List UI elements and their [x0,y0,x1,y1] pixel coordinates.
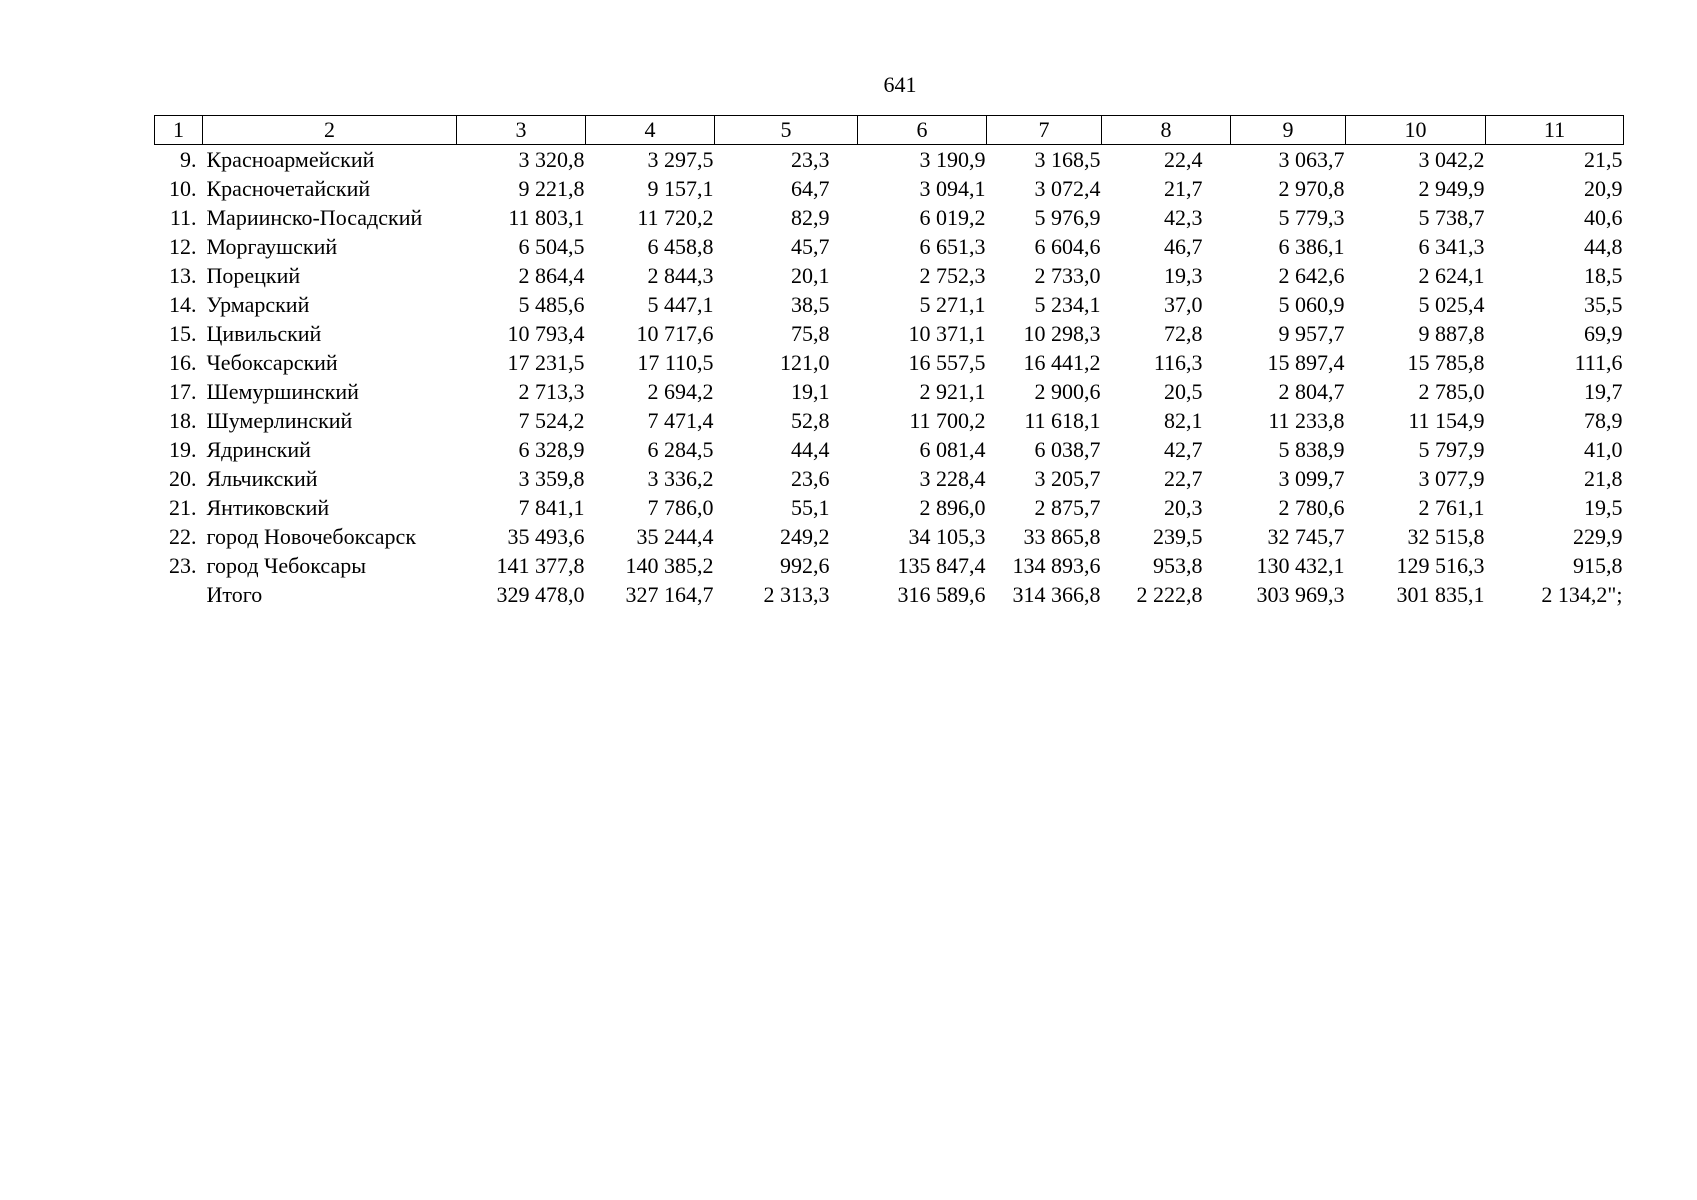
value-cell: 5 447,1 [647,291,714,317]
table-row [155,203,1624,232]
value-cell: 78,9 [1584,407,1623,433]
value-cell: 3 094,1 [919,175,986,201]
value-cell: 2 780,6 [1278,494,1345,520]
value-cell: 2 970,8 [1278,175,1345,201]
value-cell: 22,7 [1164,465,1203,491]
value-cell: 3 320,8 [518,146,585,172]
value-cell: 82,9 [791,204,830,230]
column-header: 8 [1102,116,1231,145]
value-cell: 7 786,0 [647,494,714,520]
value-cell: 42,3 [1164,204,1203,230]
value-cell: 16 557,5 [908,349,986,375]
value-cell: 6 504,5 [518,233,585,259]
value-cell: 10 717,6 [636,320,714,346]
table-row [155,406,1624,435]
value-cell: 35 493,6 [507,523,585,549]
row-number: 17. [169,378,197,404]
value-cell: 2 134,2"; [1541,581,1623,607]
value-cell: 52,8 [791,407,830,433]
value-cell: 11 803,1 [508,204,585,230]
value-cell: 46,7 [1164,233,1203,259]
value-cell: 2 804,7 [1278,378,1345,404]
value-cell: 44,4 [791,436,830,462]
value-cell: 3 190,9 [919,146,986,172]
value-cell: 17 110,5 [637,349,714,375]
value-cell: 3 336,2 [647,465,714,491]
row-number: 21. [169,494,197,520]
value-cell: 301 835,1 [1396,581,1485,607]
value-cell: 23,6 [791,465,830,491]
value-cell: 3 077,9 [1418,465,1485,491]
value-cell: 2 752,3 [919,262,986,288]
value-cell: 19,1 [791,378,830,404]
value-cell: 3 359,8 [518,465,585,491]
table-row [155,319,1624,348]
row-number: 18. [169,407,197,433]
value-cell: 2 921,1 [919,378,986,404]
table-body [155,145,1624,610]
page-number: 641 [883,72,917,97]
value-cell: 20,1 [791,262,830,288]
row-number: 19. [169,436,197,462]
table-row [155,435,1624,464]
value-cell: 9 957,7 [1278,320,1345,346]
value-cell: 6 038,7 [1034,436,1101,462]
value-cell: 19,7 [1584,378,1623,404]
value-cell: 3 168,5 [1034,146,1101,172]
value-cell: 75,8 [791,320,830,346]
value-cell: 6 284,5 [647,436,714,462]
row-number: 22. [169,523,197,549]
value-cell: 10 371,1 [908,320,986,346]
value-cell: 18,5 [1584,262,1623,288]
value-cell: 17 231,5 [507,349,585,375]
table-row [155,551,1624,580]
value-cell: 42,7 [1164,436,1203,462]
row-number: 12. [169,233,197,259]
value-cell: 72,8 [1164,320,1203,346]
value-cell: 41,0 [1584,436,1623,462]
value-cell: 20,3 [1164,494,1203,520]
row-number: 9. [180,146,197,172]
value-cell: 69,9 [1584,320,1623,346]
value-cell: 21,8 [1584,465,1623,491]
value-cell: 2 733,0 [1034,262,1101,288]
value-cell: 11 720,2 [637,204,714,230]
value-cell: 2 313,3 [763,581,830,607]
district-name: Урмарский [206,291,310,317]
value-cell: 2 642,6 [1278,262,1345,288]
value-cell: 44,8 [1584,233,1623,259]
value-cell: 2 875,7 [1034,494,1101,520]
value-cell: 7 841,1 [518,494,585,520]
row-number: 15. [169,320,197,346]
table-row [155,522,1624,551]
value-cell: 5 234,1 [1034,291,1101,317]
value-cell: 6 604,6 [1034,233,1101,259]
table-header [155,116,1624,145]
value-cell: 38,5 [791,291,830,317]
row-number [155,580,203,609]
value-cell: 20,5 [1164,378,1203,404]
district-name: Красночетайский [206,175,371,201]
data-table [154,115,1624,609]
value-cell: 16 441,2 [1023,349,1101,375]
value-cell: 2 864,4 [518,262,585,288]
district-name: Янтиковский [206,494,330,520]
value-cell: 33 865,8 [1023,523,1101,549]
value-cell: 9 221,8 [518,175,585,201]
value-cell: 21,7 [1164,175,1203,201]
table-row [155,145,1624,175]
value-cell: 6 651,3 [919,233,986,259]
value-cell: 314 366,8 [1012,581,1101,607]
value-cell: 2 624,1 [1418,262,1485,288]
district-name: Итого [206,581,263,607]
value-cell: 130 432,1 [1256,552,1345,578]
value-cell: 23,3 [791,146,830,172]
value-cell: 19,5 [1584,494,1623,520]
table-row [155,174,1624,203]
value-cell: 6 386,1 [1278,233,1345,259]
value-cell: 229,9 [1573,523,1623,549]
value-cell: 135 847,4 [897,552,986,578]
value-cell: 3 042,2 [1418,146,1485,172]
row-number: 13. [169,262,197,288]
value-cell: 329 478,0 [496,581,585,607]
value-cell: 134 893,6 [1012,552,1101,578]
value-cell: 2 222,8 [1136,581,1203,607]
row-number: 10. [169,175,197,201]
table-row [155,348,1624,377]
column-header: 6 [858,116,987,145]
row-number: 23. [169,552,197,578]
header-row [155,116,1624,145]
value-cell: 5 797,9 [1418,436,1485,462]
district-name: Порецкий [206,262,301,288]
value-cell: 7 524,2 [518,407,585,433]
column-header: 3 [457,116,586,145]
table-row [155,290,1624,319]
value-cell: 116,3 [1153,349,1203,375]
value-cell: 316 589,6 [897,581,986,607]
value-cell: 121,0 [780,349,830,375]
column-header: 4 [586,116,715,145]
value-cell: 249,2 [780,523,830,549]
value-cell: 5 838,9 [1278,436,1345,462]
value-cell: 303 969,3 [1256,581,1345,607]
value-cell: 2 844,3 [647,262,714,288]
district-name: Шумерлинский [206,407,353,433]
table-row [155,261,1624,290]
value-cell: 35,5 [1584,291,1623,317]
value-cell: 5 976,9 [1034,204,1101,230]
column-header: 11 [1486,116,1624,145]
value-cell: 19,3 [1164,262,1203,288]
value-cell: 55,1 [791,494,830,520]
value-cell: 239,5 [1153,523,1203,549]
table-row [155,232,1624,261]
value-cell: 5 738,7 [1418,204,1485,230]
table-row [155,493,1624,522]
value-cell: 15 785,8 [1407,349,1485,375]
value-cell: 6 341,3 [1418,233,1485,259]
value-cell: 9 157,1 [647,175,714,201]
column-header: 1 [155,116,203,145]
district-name: Ядринский [206,436,311,462]
district-name: Цивильский [206,320,322,346]
value-cell: 21,5 [1584,146,1623,172]
value-cell: 2 713,3 [518,378,585,404]
value-cell: 915,8 [1573,552,1623,578]
value-cell: 32 745,7 [1267,523,1345,549]
value-cell: 32 515,8 [1407,523,1485,549]
value-cell: 3 228,4 [919,465,986,491]
value-cell: 141 377,8 [496,552,585,578]
value-cell: 15 897,4 [1267,349,1345,375]
value-cell: 7 471,4 [647,407,714,433]
row-number: 14. [169,291,197,317]
value-cell: 22,4 [1164,146,1203,172]
value-cell: 20,9 [1584,175,1623,201]
value-cell: 5 060,9 [1278,291,1345,317]
district-name: Красноармейский [206,146,375,172]
district-name: Чебоксарский [206,349,338,375]
value-cell: 11 618,1 [1024,407,1101,433]
value-cell: 2 761,1 [1418,494,1485,520]
district-name: Шемуршинский [206,378,359,404]
column-header: 5 [715,116,858,145]
table-row [155,580,1624,609]
value-cell: 6 081,4 [919,436,986,462]
value-cell: 111,6 [1574,349,1623,375]
row-number: 20. [169,465,197,491]
value-cell: 10 793,4 [507,320,585,346]
value-cell: 35 244,4 [636,523,714,549]
value-cell: 34 105,3 [908,523,986,549]
table-row [155,377,1624,406]
row-number: 11. [169,204,197,230]
value-cell: 64,7 [791,175,830,201]
value-cell: 9 887,8 [1418,320,1485,346]
value-cell: 5 485,6 [518,291,585,317]
column-header: 7 [987,116,1102,145]
value-cell: 5 779,3 [1278,204,1345,230]
district-name: город Новочебоксарск [206,523,417,549]
value-cell: 3 297,5 [647,146,714,172]
value-cell: 6 019,2 [919,204,986,230]
value-cell: 6 458,8 [647,233,714,259]
value-cell: 953,8 [1153,552,1203,578]
value-cell: 3 099,7 [1278,465,1345,491]
value-cell: 3 205,7 [1034,465,1101,491]
district-name: город Чебоксары [206,552,367,578]
value-cell: 45,7 [791,233,830,259]
value-cell: 82,1 [1164,407,1203,433]
value-cell: 11 700,2 [909,407,986,433]
value-cell: 37,0 [1164,291,1203,317]
table-row [155,464,1624,493]
value-cell: 10 298,3 [1023,320,1101,346]
column-header: 2 [203,116,457,145]
value-cell: 2 949,9 [1418,175,1485,201]
district-name: Мариинско-Посадский [206,204,423,230]
value-cell: 2 785,0 [1418,378,1485,404]
column-header: 10 [1346,116,1486,145]
value-cell: 5 271,1 [919,291,986,317]
value-cell: 129 516,3 [1396,552,1485,578]
district-name: Моргаушский [206,233,338,259]
value-cell: 5 025,4 [1418,291,1485,317]
value-cell: 327 164,7 [625,581,714,607]
value-cell: 3 063,7 [1278,146,1345,172]
row-number: 16. [169,349,197,375]
column-header: 9 [1231,116,1346,145]
value-cell: 40,6 [1584,204,1623,230]
value-cell: 2 694,2 [647,378,714,404]
value-cell: 6 328,9 [518,436,585,462]
value-cell: 992,6 [780,552,830,578]
value-cell: 140 385,2 [625,552,714,578]
value-cell: 11 154,9 [1408,407,1485,433]
value-cell: 3 072,4 [1034,175,1101,201]
value-cell: 2 896,0 [919,494,986,520]
value-cell: 2 900,6 [1034,378,1101,404]
value-cell: 11 233,8 [1268,407,1345,433]
district-name: Яльчикский [206,465,318,491]
